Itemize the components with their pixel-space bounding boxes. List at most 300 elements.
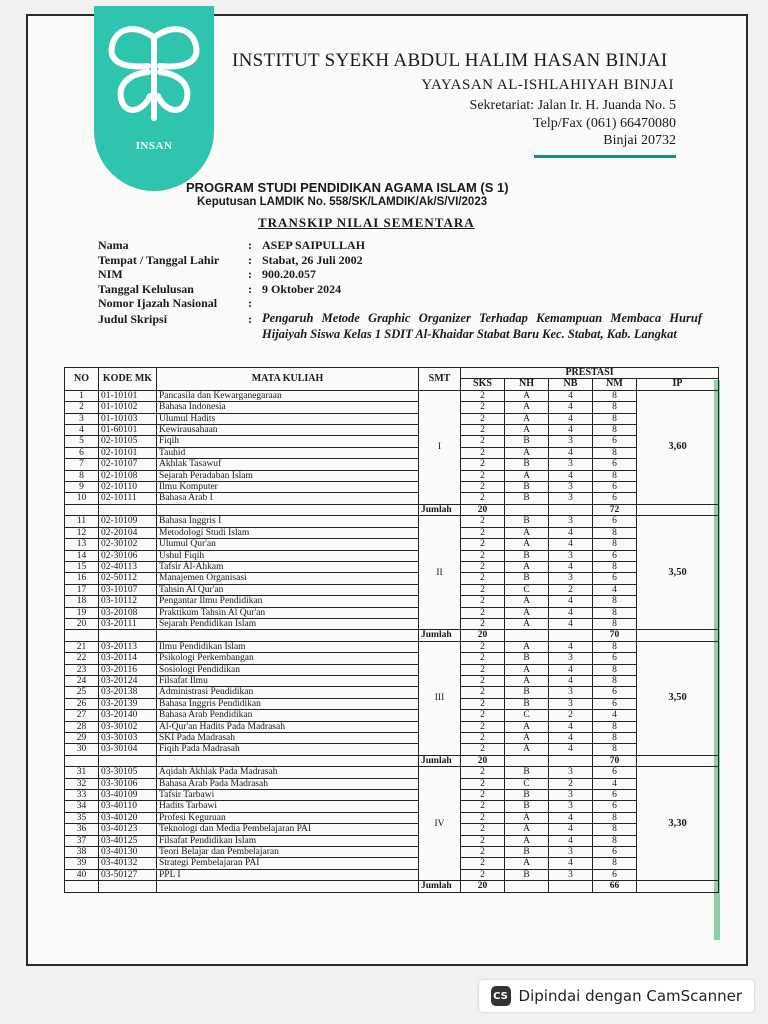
row-kode: 02-20104	[99, 527, 157, 538]
empty-cell	[99, 881, 157, 892]
row-nm: 6	[593, 493, 637, 504]
total-sks: 20	[461, 504, 505, 515]
row-nb: 4	[549, 607, 593, 618]
table-row	[65, 824, 719, 835]
row-mata-kuliah: Pengantar Ilmu Pendidikan	[157, 596, 419, 607]
row-mata-kuliah: Tauhid	[157, 447, 419, 458]
row-no: 3	[65, 413, 99, 424]
row-nm: 8	[593, 721, 637, 732]
row-sks: 2	[461, 470, 505, 481]
row-nm: 4	[593, 584, 637, 595]
row-nb: 4	[549, 744, 593, 755]
row-sks: 2	[461, 539, 505, 550]
row-nh: A	[505, 390, 549, 401]
row-no: 4	[65, 425, 99, 436]
row-nm: 8	[593, 664, 637, 675]
table-row	[65, 436, 719, 447]
row-nb: 4	[549, 561, 593, 572]
table-row	[65, 607, 719, 618]
row-no: 13	[65, 539, 99, 550]
row-nm: 8	[593, 539, 637, 550]
row-ip: 3,50	[637, 641, 719, 755]
row-mata-kuliah: Bahasa Indonesia	[157, 402, 419, 413]
row-nh: B	[505, 436, 549, 447]
row-kode: 03-40123	[99, 824, 157, 835]
jumlah-row	[65, 630, 719, 641]
table-row	[65, 835, 719, 846]
row-sks: 2	[461, 869, 505, 880]
table-row	[65, 790, 719, 801]
row-no: 14	[65, 550, 99, 561]
empty-cell	[549, 504, 593, 515]
butterfly-logo-icon	[94, 6, 214, 141]
row-nh: B	[505, 516, 549, 527]
row-nm: 8	[593, 561, 637, 572]
row-sks: 2	[461, 858, 505, 869]
row-mata-kuliah: Akhlak Tasawuf	[157, 459, 419, 470]
row-kode: 01-10103	[99, 413, 157, 424]
row-kode: 02-30106	[99, 550, 157, 561]
row-nb: 3	[549, 687, 593, 698]
table-row	[65, 493, 719, 504]
col-no: NO	[65, 368, 99, 391]
row-nm: 6	[593, 516, 637, 527]
row-nh: B	[505, 493, 549, 504]
row-mata-kuliah: Sejarah Peradaban Islam	[157, 470, 419, 481]
table-row	[65, 767, 719, 778]
empty-cell	[637, 881, 719, 892]
row-nb: 4	[549, 413, 593, 424]
row-no: 27	[65, 710, 99, 721]
row-sks: 2	[461, 687, 505, 698]
row-kode: 01-10102	[99, 402, 157, 413]
row-kode: 03-30102	[99, 721, 157, 732]
row-mata-kuliah: Praktikum Tahsin Al Qur'an	[157, 607, 419, 618]
row-mata-kuliah: Bahasa Inggris Pendidikan	[157, 698, 419, 709]
row-nm: 8	[593, 835, 637, 846]
birth-label: Tempat / Tanggal Lahir	[98, 253, 220, 267]
row-mata-kuliah: PPL I	[157, 869, 419, 880]
row-mata-kuliah: Bahasa Inggris I	[157, 516, 419, 527]
row-nh: B	[505, 847, 549, 858]
row-nh: A	[505, 596, 549, 607]
row-kode: 02-10108	[99, 470, 157, 481]
row-sks: 2	[461, 653, 505, 664]
empty-cell	[65, 881, 99, 892]
address: Sekretariat: Jalan Ir. H. Juanda No. 5	[469, 98, 676, 113]
row-sks: 2	[461, 459, 505, 470]
row-mata-kuliah: Filsafat Ilmu	[157, 675, 419, 686]
row-nm: 8	[593, 812, 637, 823]
row-sks: 2	[461, 493, 505, 504]
row-nb: 4	[549, 835, 593, 846]
row-nm: 8	[593, 447, 637, 458]
row-nb: 4	[549, 618, 593, 629]
row-no: 11	[65, 516, 99, 527]
table-row	[65, 459, 719, 470]
row-kode: 03-40130	[99, 847, 157, 858]
col-smt: SMT	[419, 368, 461, 391]
table-row	[65, 527, 719, 538]
table-row	[65, 390, 719, 401]
empty-cell	[505, 881, 549, 892]
table-header-row	[65, 368, 719, 379]
grad-value: 9 Oktober 2024	[262, 282, 342, 296]
row-sks: 2	[461, 425, 505, 436]
row-kode: 02-10101	[99, 447, 157, 458]
row-sks: 2	[461, 710, 505, 721]
grades-body	[65, 390, 719, 892]
row-mata-kuliah: Tafsir Al-Ahkam	[157, 561, 419, 572]
row-nh: B	[505, 767, 549, 778]
row-no: 18	[65, 596, 99, 607]
row-kode: 03-20113	[99, 641, 157, 652]
row-nm: 6	[593, 847, 637, 858]
row-nb: 3	[549, 493, 593, 504]
row-nh: A	[505, 527, 549, 538]
row-nm: 6	[593, 801, 637, 812]
row-nb: 3	[549, 869, 593, 880]
row-nh: B	[505, 698, 549, 709]
row-no: 33	[65, 790, 99, 801]
col-nb: NB	[549, 379, 593, 390]
colon: :	[248, 253, 252, 267]
row-nb: 3	[549, 801, 593, 812]
colon: :	[248, 282, 252, 296]
header-divider	[534, 155, 676, 158]
table-row	[65, 721, 719, 732]
row-kode: 02-10107	[99, 459, 157, 470]
row-mata-kuliah: Fiqih Pada Madrasah	[157, 744, 419, 755]
row-nm: 6	[593, 698, 637, 709]
row-mata-kuliah: Fiqih	[157, 436, 419, 447]
table-row	[65, 801, 719, 812]
row-nb: 2	[549, 710, 593, 721]
col-nm: NM	[593, 379, 637, 390]
empty-cell	[637, 630, 719, 641]
row-nm: 6	[593, 653, 637, 664]
row-nh: A	[505, 447, 549, 458]
birth-value: Stabat, 26 Juli 2002	[262, 253, 363, 267]
row-no: 20	[65, 618, 99, 629]
row-nh: A	[505, 641, 549, 652]
row-mata-kuliah: Al-Qur'an Hadits Pada Madrasah	[157, 721, 419, 732]
empty-cell	[99, 630, 157, 641]
grad-label: Tanggal Kelulusan	[98, 282, 194, 296]
row-nb: 4	[549, 858, 593, 869]
row-nb: 3	[549, 436, 593, 447]
row-mata-kuliah: Sosiologi Pendidikan	[157, 664, 419, 675]
table-row	[65, 641, 719, 652]
institution-logo	[94, 6, 214, 191]
row-sks: 2	[461, 573, 505, 584]
thesis-label: Judul Skripsi	[98, 312, 168, 326]
row-mata-kuliah: Bahasa Arab Pada Madrasah	[157, 778, 419, 789]
jumlah-row	[65, 881, 719, 892]
row-no: 17	[65, 584, 99, 595]
ijazah-label: Nomor Ijazah Nasional	[98, 296, 218, 310]
row-no: 36	[65, 824, 99, 835]
row-kode: 03-20139	[99, 698, 157, 709]
table-row	[65, 482, 719, 493]
row-nm: 8	[593, 607, 637, 618]
empty-cell	[505, 755, 549, 766]
table-row	[65, 539, 719, 550]
row-sks: 2	[461, 812, 505, 823]
row-sks: 2	[461, 550, 505, 561]
row-mata-kuliah: Filsafat Pendidikan Islam	[157, 835, 419, 846]
empty-cell	[549, 881, 593, 892]
row-nb: 4	[549, 641, 593, 652]
row-nm: 4	[593, 778, 637, 789]
row-nm: 8	[593, 744, 637, 755]
row-nm: 8	[593, 425, 637, 436]
student-name: ASEP SAIPULLAH	[262, 238, 366, 252]
row-nb: 4	[549, 470, 593, 481]
row-nh: A	[505, 675, 549, 686]
row-nb: 4	[549, 596, 593, 607]
table-row	[65, 675, 719, 686]
row-kode: 03-20114	[99, 653, 157, 664]
empty-cell	[637, 504, 719, 515]
row-no: 2	[65, 402, 99, 413]
row-mata-kuliah: Manajemen Organisasi	[157, 573, 419, 584]
row-nb: 3	[549, 847, 593, 858]
row-nh: C	[505, 584, 549, 595]
row-no: 15	[65, 561, 99, 572]
row-kode: 03-20124	[99, 675, 157, 686]
jumlah-label: Jumlah	[419, 630, 461, 641]
total-sks: 20	[461, 755, 505, 766]
row-sks: 2	[461, 402, 505, 413]
row-nb: 4	[549, 721, 593, 732]
empty-cell	[157, 630, 419, 641]
row-smt: II	[419, 516, 461, 630]
table-row	[65, 847, 719, 858]
row-sks: 2	[461, 664, 505, 675]
row-smt: III	[419, 641, 461, 755]
table-row	[65, 470, 719, 481]
row-no: 28	[65, 721, 99, 732]
colon: :	[248, 312, 252, 326]
total-nm: 70	[593, 755, 637, 766]
row-sks: 2	[461, 698, 505, 709]
empty-cell	[505, 630, 549, 641]
row-mata-kuliah: SKI Pada Madrasah	[157, 733, 419, 744]
table-row	[65, 402, 719, 413]
row-nh: B	[505, 459, 549, 470]
row-mata-kuliah: Strategi Pembelajaran PAI	[157, 858, 419, 869]
row-nm: 8	[593, 390, 637, 401]
jumlah-label: Jumlah	[419, 504, 461, 515]
row-nm: 6	[593, 687, 637, 698]
row-mata-kuliah: Ushul Fiqih	[157, 550, 419, 561]
row-nh: A	[505, 561, 549, 572]
row-mata-kuliah: Ilmu Pendidikan Islam	[157, 641, 419, 652]
city: Binjai 20732	[603, 133, 676, 148]
row-kode: 01-10101	[99, 390, 157, 401]
row-nm: 6	[593, 790, 637, 801]
row-nm: 8	[593, 675, 637, 686]
empty-cell	[157, 755, 419, 766]
row-nh: B	[505, 687, 549, 698]
jumlah-row	[65, 755, 719, 766]
row-nh: A	[505, 733, 549, 744]
logo-text: INSAN	[135, 140, 173, 152]
row-no: 40	[65, 869, 99, 880]
row-nh: A	[505, 721, 549, 732]
row-nb: 4	[549, 675, 593, 686]
row-sks: 2	[461, 596, 505, 607]
row-no: 12	[65, 527, 99, 538]
row-nb: 4	[549, 527, 593, 538]
empty-cell	[99, 755, 157, 766]
row-no: 34	[65, 801, 99, 812]
empty-cell	[65, 630, 99, 641]
row-kode: 03-40132	[99, 858, 157, 869]
row-nm: 8	[593, 470, 637, 481]
colon: :	[248, 238, 252, 252]
row-sks: 2	[461, 607, 505, 618]
row-nm: 8	[593, 402, 637, 413]
institution-name: INSTITUT SYEKH ABDUL HALIM HASAN BINJAI	[232, 50, 668, 71]
row-sks: 2	[461, 744, 505, 755]
jumlah-label: Jumlah	[419, 755, 461, 766]
table-row	[65, 425, 719, 436]
row-sks: 2	[461, 778, 505, 789]
row-sks: 2	[461, 790, 505, 801]
camscanner-label: Dipindai dengan CamScanner	[518, 987, 742, 1005]
row-sks: 2	[461, 847, 505, 858]
row-sks: 2	[461, 824, 505, 835]
row-nh: A	[505, 824, 549, 835]
row-sks: 2	[461, 584, 505, 595]
row-nb: 3	[549, 767, 593, 778]
row-mata-kuliah: Teori Belajar dan Pembelajaran	[157, 847, 419, 858]
row-nb: 4	[549, 733, 593, 744]
row-no: 6	[65, 447, 99, 458]
total-sks: 20	[461, 881, 505, 892]
row-nm: 8	[593, 858, 637, 869]
row-nh: A	[505, 618, 549, 629]
row-no: 9	[65, 482, 99, 493]
table-row	[65, 550, 719, 561]
table-row	[65, 733, 719, 744]
row-nb: 3	[549, 459, 593, 470]
row-kode: 03-40120	[99, 812, 157, 823]
row-mata-kuliah: Ilmu Komputer	[157, 482, 419, 493]
empty-cell	[549, 630, 593, 641]
empty-cell	[65, 755, 99, 766]
row-kode: 03-10112	[99, 596, 157, 607]
row-ip: 3,30	[637, 767, 719, 881]
thesis-title: Pengaruh Metode Graphic Organizer Terhadap Kemampuan Membaca Huruf Hijaiyah Siswa Kelas 1 SDIT Al-Khaidar Stabat Baru Kec. Stabat, Kab. Langkat	[262, 311, 702, 341]
row-nh: A	[505, 812, 549, 823]
row-nb: 3	[549, 573, 593, 584]
row-sks: 2	[461, 390, 505, 401]
row-kode: 03-20138	[99, 687, 157, 698]
row-sks: 2	[461, 767, 505, 778]
row-smt: I	[419, 390, 461, 504]
row-sks: 2	[461, 675, 505, 686]
table-row	[65, 869, 719, 880]
row-ip: 3,50	[637, 516, 719, 630]
row-mata-kuliah: Teknologi dan Media Pembelajaran PAI	[157, 824, 419, 835]
row-nh: B	[505, 550, 549, 561]
row-mata-kuliah: Psikologi Perkembangan	[157, 653, 419, 664]
total-nm: 66	[593, 881, 637, 892]
grades-table	[64, 367, 719, 893]
row-nh: A	[505, 744, 549, 755]
row-no: 25	[65, 687, 99, 698]
row-nm: 8	[593, 413, 637, 424]
row-no: 22	[65, 653, 99, 664]
row-sks: 2	[461, 516, 505, 527]
row-sks: 2	[461, 527, 505, 538]
row-nb: 4	[549, 402, 593, 413]
empty-cell	[157, 881, 419, 892]
row-nh: B	[505, 869, 549, 880]
row-nm: 8	[593, 824, 637, 835]
table-row	[65, 584, 719, 595]
total-nm: 72	[593, 504, 637, 515]
row-nh: B	[505, 573, 549, 584]
row-nb: 4	[549, 425, 593, 436]
row-nm: 6	[593, 869, 637, 880]
row-kode: 03-50127	[99, 869, 157, 880]
row-sks: 2	[461, 618, 505, 629]
row-kode: 02-50112	[99, 573, 157, 584]
document-title: TRANSKIP NILAI SEMENTARA	[258, 215, 475, 230]
row-nh: B	[505, 790, 549, 801]
row-kode: 03-30106	[99, 778, 157, 789]
row-mata-kuliah: Metodologi Studi Islam	[157, 527, 419, 538]
row-ip: 3,60	[637, 390, 719, 504]
row-no: 24	[65, 675, 99, 686]
row-kode: 03-40125	[99, 835, 157, 846]
row-no: 29	[65, 733, 99, 744]
nim-label: NIM	[98, 267, 123, 281]
row-sks: 2	[461, 733, 505, 744]
row-nm: 4	[593, 710, 637, 721]
row-kode: 03-20140	[99, 710, 157, 721]
row-no: 30	[65, 744, 99, 755]
row-no: 10	[65, 493, 99, 504]
row-nm: 8	[593, 527, 637, 538]
empty-cell	[157, 504, 419, 515]
row-no: 7	[65, 459, 99, 470]
row-kode: 01-60101	[99, 425, 157, 436]
program-title: PROGRAM STUDI PENDIDIKAN AGAMA ISLAM (S 1)	[186, 180, 509, 195]
row-nm: 6	[593, 482, 637, 493]
total-sks: 20	[461, 630, 505, 641]
empty-cell	[549, 755, 593, 766]
table-row	[65, 413, 719, 424]
row-kode: 02-10109	[99, 516, 157, 527]
empty-cell	[99, 504, 157, 515]
row-nm: 8	[593, 618, 637, 629]
table-row	[65, 778, 719, 789]
jumlah-row	[65, 504, 719, 515]
row-no: 35	[65, 812, 99, 823]
row-nh: A	[505, 470, 549, 481]
row-nh: C	[505, 710, 549, 721]
row-nb: 4	[549, 824, 593, 835]
row-nh: B	[505, 801, 549, 812]
row-nm: 6	[593, 459, 637, 470]
col-mata-kuliah: MATA KULIAH	[157, 368, 419, 391]
name-label: Nama	[98, 238, 129, 252]
